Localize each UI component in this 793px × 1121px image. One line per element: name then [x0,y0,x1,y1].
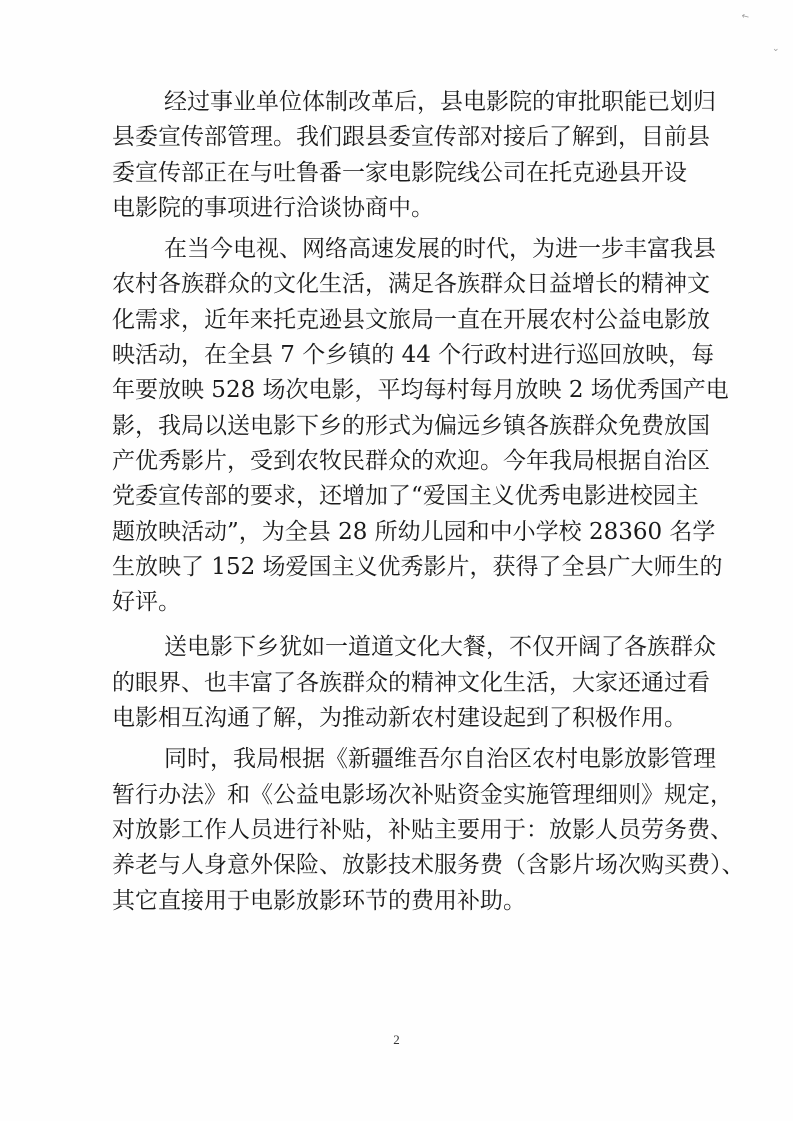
text-line: 生放映了 152 场爱国主义优秀影片，获得了全县广大师生的 [112,553,723,580]
text-line: 对放影工作人员进行补贴，补贴主要用于：放影人员劳务费、 [112,816,733,843]
text-line: 题放映活动”，为全县 28 所幼儿园和中小学校 28360 名学 [112,518,716,545]
text-line: 同时，我局根据《新疆维吾尔自治区农村电影放影管理 [164,746,716,773]
text-line: 好评。 [112,589,181,616]
text-line: 映活动，在全县 7 个乡镇的 44 个行政村进行巡回放映，每 [112,342,715,369]
paragraph-cultural-feast [112,630,716,736]
document-body [112,85,745,919]
text-line: 化需求，近年来托克逊县文旅局一直在开展农村公益电影放 [112,306,710,333]
text-line: 影，我局以送电影下乡的形式为偏远乡镇各族群众免费放国 [112,412,710,439]
paragraph-cinema-approval [112,85,716,226]
paragraph-rural-film-screening [112,232,729,620]
text-line: 的眼界、也丰富了各族群众的精神文化生活，大家还通过看 [112,669,710,696]
page-number: 2 [393,1032,400,1047]
text-line: 送电影下乡犹如一道道文化大餐，不仅开阔了各族群众 [164,634,716,661]
text-line: 产优秀影片，受到农牧民群众的欢迎。今年我局根据自治区 [112,447,710,474]
paragraph-subsidy-policy [112,742,745,918]
scan-artifact-mark: ↖ [740,10,752,24]
text-line: 电影相互沟通了解，为推动新农村建设起到了积极作用。 [112,705,687,732]
text-line: 暂行办法》和《公益电影场次补贴资金实施管理细则》规定， [112,781,733,808]
text-line: 年要放映 528 场次电影，平均每村每月放映 2 场优秀国产电 [112,377,729,404]
text-line: 农村各族群众的文化生活，满足各族群众日益增长的精神文 [112,271,710,298]
text-line: 其它直接用于电影放影环节的费用补助。 [112,887,526,914]
text-line: 电影院的事项进行洽谈协商中。 [112,194,434,221]
text-line: 养老与人身意外保险、放影技术服务费（含影片场次购买费）、 [112,852,745,879]
text-line: 经过事业单位体制改革后，县电影院的审批职能已划归 [164,89,716,115]
text-line: 县委宣传部管理。我们跟县委宣传部对接后了解到，目前县 [112,124,710,151]
text-line: 委宣传部正在与吐鲁番一家电影院线公司在托克逊县开设 [112,159,687,186]
scan-artifact-mark: ⌄ [772,44,780,54]
text-line: 在当今电视、网络高速发展的时代，为进一步丰富我县 [164,236,716,263]
text-line: 党委宣传部的要求，还增加了“爱国主义优秀电影进校园主 [112,483,699,510]
